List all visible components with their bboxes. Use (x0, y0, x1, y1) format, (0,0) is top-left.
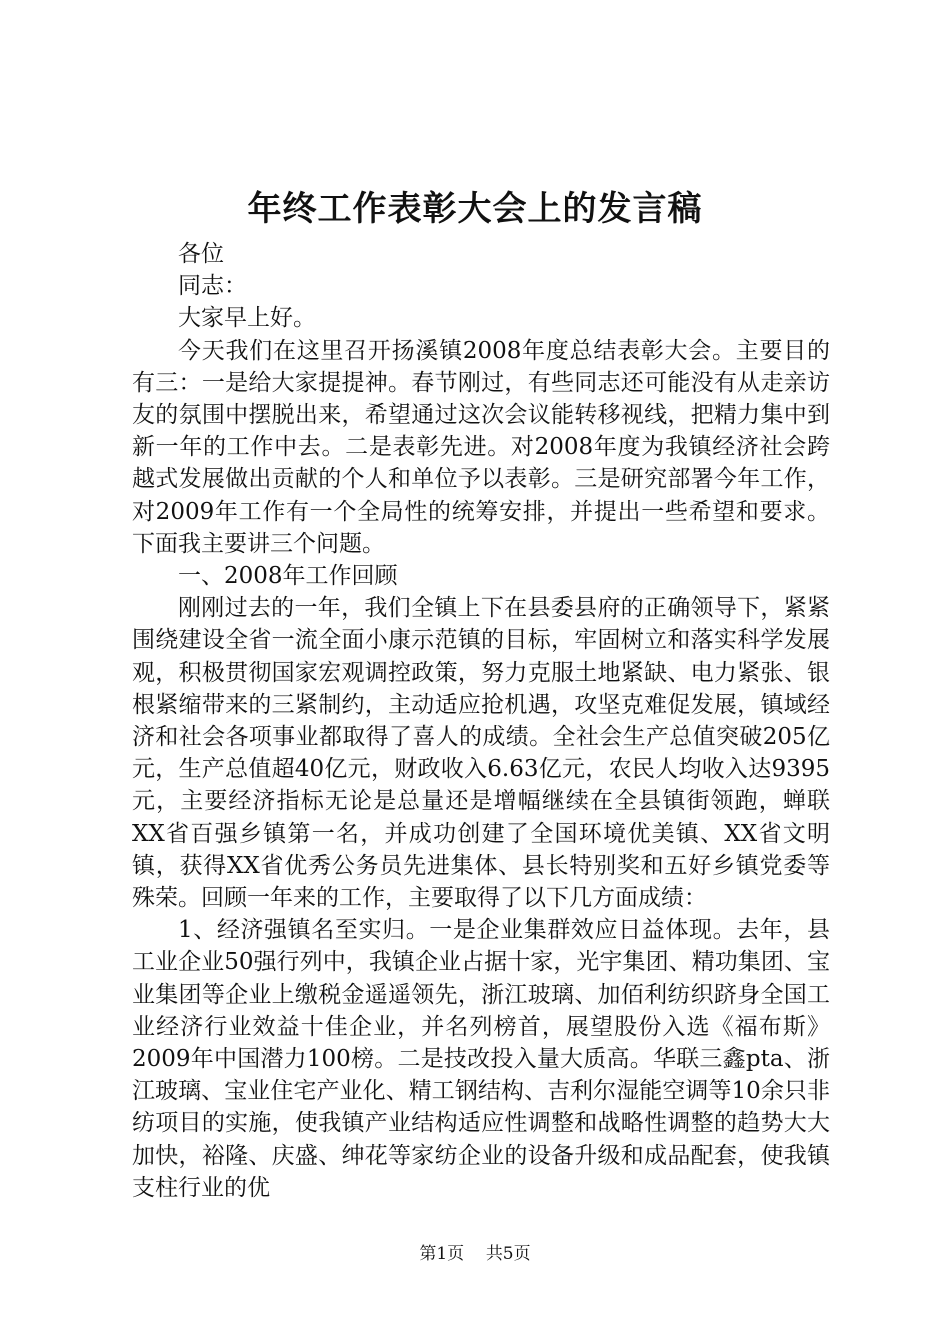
section-heading: 一、2008年工作回顾 (178, 563, 398, 590)
paragraph-economy: 1、经济强镇名至实归。一是企业集群效应日益体现。去年，县工业企业50强行列中，我镇企业占据十家，光宇集团、精功集团、宝业集团等企业上缴税金遥遥领先，浙江玻璃、加佰利纺织跻身全国工业经济行业效益十佳企业，并名列榜首，展望股份入选《福布斯》2009年中国潜力100榜。二是技改投入量大质高。华联三鑫pta、浙江玻璃、宝业住宅产业化、精工钢结构、吉利尔湿能空调等10余只非纺项目的实施，使我镇产业结构适应性调整和战略性调整的趋势大大加快，裕隆、庆盛、绅花等家纺企业的设备升级和成品配套，使我镇支柱行业的优 (132, 917, 830, 1201)
paragraph-review: 刚刚过去的一年，我们全镇上下在县委县府的正确领导下，紧紧围绕建设全省一流全面小康示范镇的目标，牢固树立和落实科学发展观，积极贯彻国家宏观调控政策，努力克服土地紧缺、电力紧张、银根紧缩带来的三紧制约，主动适应抢机遇，攻坚克难促发展，镇域经济和社会各项事业都取得了喜人的成绩。全社会生产总值突破205亿元，生产总值超40亿元，财政收入6.63亿元，农民人均收入达9395元，主要经济指标无论是总量还是增幅继续在全县镇街领跑，蝉联XX省百强乡镇第一名，并成功创建了全国环境优美镇、XX省文明镇，获得XX省优秀公务员先进集体、县长特别奖和五好乡镇党委等殊荣。回顾一年来的工作，主要取得了以下几方面成绩： (132, 595, 830, 912)
greeting: 大家早上好。 (178, 305, 316, 332)
page-spacer (470, 1244, 481, 1264)
salutation-line-2: 同志： (178, 273, 247, 300)
page-total: 共5页 (485, 1244, 531, 1264)
paragraph-intro: 今天我们在这里召开扬溪镇2008年度总结表彰大会。主要目的有三：一是给大家提提神。春节刚过，有些同志还可能没有从走亲访友的氛围中摆脱出来，希望通过这次会议能转移视线，把精力集中到新一年的工作中去。二是表彰先进。对2008年度为我镇经济社会跨越式发展做出贡献的个人和单位予以表彰。三是研究部署今年工作，对2009年工作有一个全局性的统筹安排，并提出一些希望和要求。下面我主要讲三个问题。 (132, 337, 830, 557)
page-footer (0, 1243, 950, 1265)
document-body (132, 238, 830, 1204)
document-title: 年终工作表彰大会上的发言稿 (247, 189, 703, 229)
salutation-line-1: 各位 (178, 241, 224, 267)
page-number: 第1页 (419, 1244, 465, 1264)
